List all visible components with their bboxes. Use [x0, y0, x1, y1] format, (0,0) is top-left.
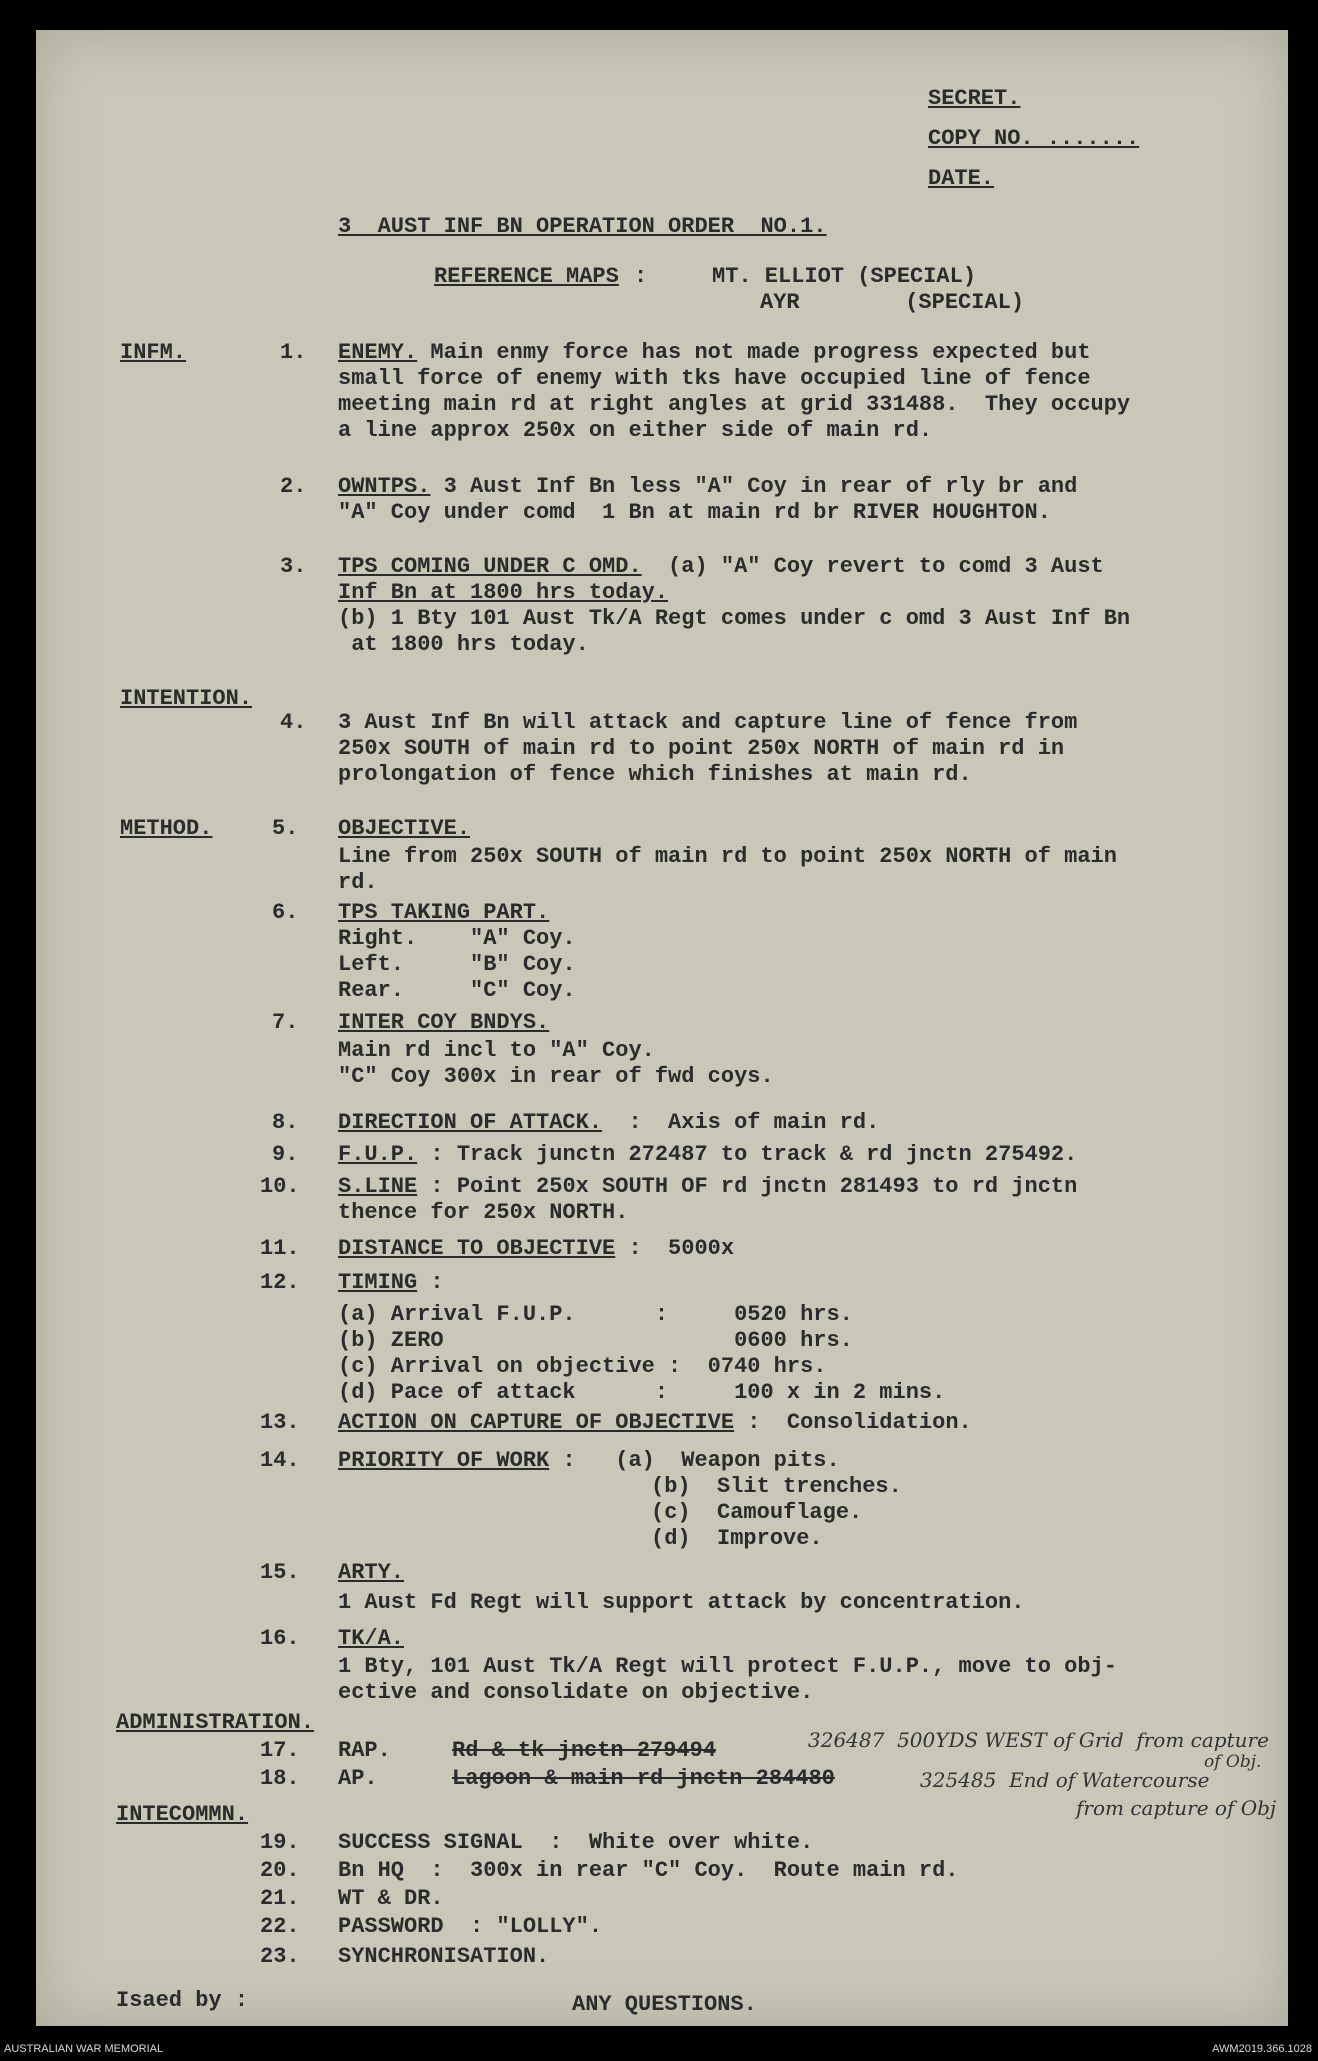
para-7-line-2: "C" Coy 300x in rear of fwd coys. [338, 1064, 774, 1089]
para-2-line-2: "A" Coy under comd 1 Bn at main rd br RIVER HOUGHTON. [338, 500, 1051, 525]
para-16-heading: TK/A. [338, 1626, 405, 1651]
para-12-line: TIMING : [338, 1270, 444, 1295]
para-7-line-1: Main rd incl to "A" Coy. [338, 1038, 655, 1063]
para-4-line-1: 3 Aust Inf Bn will attack and capture line of fence from [338, 710, 1078, 735]
para-16-line-2: ective and consolidate on objective. [338, 1680, 814, 1705]
section-intercomm: INTECOMMN. [116, 1802, 249, 1827]
para-14-heading: PRIORITY OF WORK [338, 1448, 550, 1473]
para-22-line: PASSWORD : "LOLLY". [338, 1914, 603, 1939]
para-12-heading: TIMING [338, 1270, 418, 1295]
section-infm: INFM. [120, 340, 187, 365]
date-label: DATE. [928, 166, 995, 191]
para-19-number: 19. [260, 1830, 300, 1855]
document-page [36, 30, 1288, 2026]
para-9-number: 9. [272, 1142, 299, 1167]
para-5-heading: OBJECTIVE. [338, 816, 471, 841]
para-13-line: ACTION ON CAPTURE OF OBJECTIVE : Consolidation. [338, 1410, 972, 1435]
para-17-heading: RAP. [338, 1738, 391, 1763]
para-10-line-2: thence for 250x NORTH. [338, 1200, 629, 1225]
para-8-heading: DIRECTION OF ATTACK. [338, 1110, 603, 1135]
para-4-line-3: prolongation of fence which finishes at main rd. [338, 762, 972, 787]
para-3-line-1: TPS COMING UNDER C OMD. (a) "A" Coy revert to comd 3 Aust [338, 554, 1104, 579]
timing-a: (a) Arrival F.U.P. : 0520 hrs. [338, 1302, 853, 1327]
para-14-line: PRIORITY OF WORK : (a) Weapon pits. [338, 1448, 840, 1473]
para-4-line-2: 250x SOUTH of main rd to point 250x NORTH of main rd in [338, 736, 1065, 761]
order-title: 3 AUST INF BN OPERATION ORDER NO.1. [338, 214, 827, 239]
para-13-heading: ACTION ON CAPTURE OF OBJECTIVE [338, 1410, 735, 1435]
archive-reference: AWM2019.366.1028 [1212, 2043, 1312, 2055]
para-19-line: SUCCESS SIGNAL : White over white. [338, 1830, 814, 1855]
para-15-number: 15. [260, 1560, 300, 1585]
para-21-line: WT & DR. [338, 1886, 444, 1911]
para-21-number: 21. [260, 1886, 300, 1911]
para-10-number: 10. [260, 1174, 300, 1199]
ap-struck-location: Lagoon & main rd jnctn 284480 [452, 1766, 835, 1791]
para-2-heading: OWNTPS. [338, 474, 431, 499]
issued-by: Isaed by : [116, 1988, 249, 2013]
para-16-number: 16. [260, 1626, 300, 1651]
para-6-line-2: Left. "B" Coy. [338, 952, 576, 977]
para-15-line-1: 1 Aust Fd Regt will support attack by concentration. [338, 1590, 1025, 1615]
para-6-heading: TPS TAKING PART. [338, 900, 550, 925]
para-1-line-4: a line approx 250x on either side of main rd. [338, 418, 933, 443]
para-3-number: 3. [280, 554, 307, 579]
secret-label: SECRET. [928, 86, 1021, 111]
reference-maps-label: REFERENCE MAPS [434, 264, 619, 289]
ap-handwritten-note-2: from capture of Obj [1076, 1796, 1277, 1820]
para-23-number: 23. [260, 1944, 300, 1969]
archive-credit: AUSTRALIAN WAR MEMORIAL [4, 2043, 164, 2055]
para-16-line-1: 1 Bty, 101 Aust Tk/A Regt will protect F.U.P., move to obj- [338, 1654, 1117, 1679]
reference-map-2: AYR (SPECIAL) [760, 290, 1025, 315]
para-20-number: 20. [260, 1858, 300, 1883]
timing-d: (d) Pace of attack : 100 x in 2 mins. [338, 1380, 946, 1405]
para-3-line-4: at 1800 hrs today. [338, 632, 589, 657]
para-11-number: 11. [260, 1236, 300, 1261]
section-method: METHOD. [120, 816, 213, 841]
para-7-number: 7. [272, 1010, 299, 1035]
para-6-line-1: Right. "A" Coy. [338, 926, 576, 951]
priority-c: (c) Camouflage. [651, 1500, 863, 1525]
rap-struck-location: Rd & tk jnctn 279494 [452, 1738, 717, 1763]
para-9-heading: F.U.P. [338, 1142, 418, 1167]
section-intention: INTENTION. [120, 686, 253, 711]
reference-map-1: MT. ELLIOT (SPECIAL) [712, 264, 977, 289]
para-3-line-2: Inf Bn at 1800 hrs today. [338, 580, 669, 605]
para-18-heading: AP. [338, 1766, 378, 1791]
para-5-line-1: Line from 250x SOUTH of main rd to point 250x NORTH of main [338, 844, 1117, 869]
any-questions: ANY QUESTIONS. [572, 1992, 757, 2017]
para-23-line: SYNCHRONISATION. [338, 1944, 550, 1969]
copy-number: COPY NO. ....... [928, 126, 1140, 151]
para-11-heading: DISTANCE TO OBJECTIVE [338, 1236, 616, 1261]
para-10-line-1: S.LINE : Point 250x SOUTH OF rd jnctn 281493 to rd jnctn [338, 1174, 1078, 1199]
para-18-number: 18. [260, 1766, 300, 1791]
para-1-heading: ENEMY. [338, 340, 418, 365]
para-12-number: 12. [260, 1270, 300, 1295]
para-22-number: 22. [260, 1914, 300, 1939]
para-14-number: 14. [260, 1448, 300, 1473]
para-5-line-2: rd. [338, 870, 378, 895]
para-1-number: 1. [280, 340, 307, 365]
para-1-line-1: ENEMY. Main enmy force has not made progress expected but [338, 340, 1091, 365]
para-2-line-1: OWNTPS. 3 Aust Inf Bn less "A" Coy in rear of rly br and [338, 474, 1078, 499]
para-8-line: DIRECTION OF ATTACK. : Axis of main rd. [338, 1110, 880, 1135]
para-17-number: 17. [260, 1738, 300, 1763]
para-9-line: F.U.P. : Track junctn 272487 to track & rd jnctn 275492. [338, 1142, 1078, 1167]
rap-handwritten-note: 326487 500YDS WEST of Grid from capture [808, 1728, 1269, 1752]
para-15-heading: ARTY. [338, 1560, 405, 1585]
para-4-number: 4. [280, 710, 307, 735]
timing-b: (b) ZERO 0600 hrs. [338, 1328, 853, 1353]
ap-handwritten-note: 325485 End of Watercourse [920, 1768, 1210, 1792]
priority-b: (b) Slit trenches. [651, 1474, 902, 1499]
para-2-number: 2. [280, 474, 307, 499]
section-administration: ADMINISTRATION. [116, 1710, 315, 1735]
para-6-line-3: Rear. "C" Coy. [338, 978, 576, 1003]
para-3-heading: TPS COMING UNDER C OMD. [338, 554, 642, 579]
para-7-heading: INTER COY BNDYS. [338, 1010, 550, 1035]
reference-sep: : [634, 264, 648, 289]
para-10-heading: S.LINE [338, 1174, 418, 1199]
para-8-number: 8. [272, 1110, 299, 1135]
rap-handwritten-note-2: of Obj. [1204, 1752, 1262, 1772]
para-3-line-3: (b) 1 Bty 101 Aust Tk/A Regt comes under c omd 3 Aust Inf Bn [338, 606, 1131, 631]
para-6-number: 6. [272, 900, 299, 925]
para-11-line: DISTANCE TO OBJECTIVE : 5000x [338, 1236, 735, 1261]
para-1-line-2: small force of enemy with tks have occupied line of fence [338, 366, 1091, 391]
timing-c: (c) Arrival on objective : 0740 hrs. [338, 1354, 827, 1379]
para-1-line-3: meeting main rd at right angles at grid 331488. They occupy [338, 392, 1131, 417]
para-20-line: Bn HQ : 300x in rear "C" Coy. Route main rd. [338, 1858, 959, 1883]
priority-d: (d) Improve. [651, 1526, 823, 1551]
para-13-number: 13. [260, 1410, 300, 1435]
para-5-number: 5. [272, 816, 299, 841]
